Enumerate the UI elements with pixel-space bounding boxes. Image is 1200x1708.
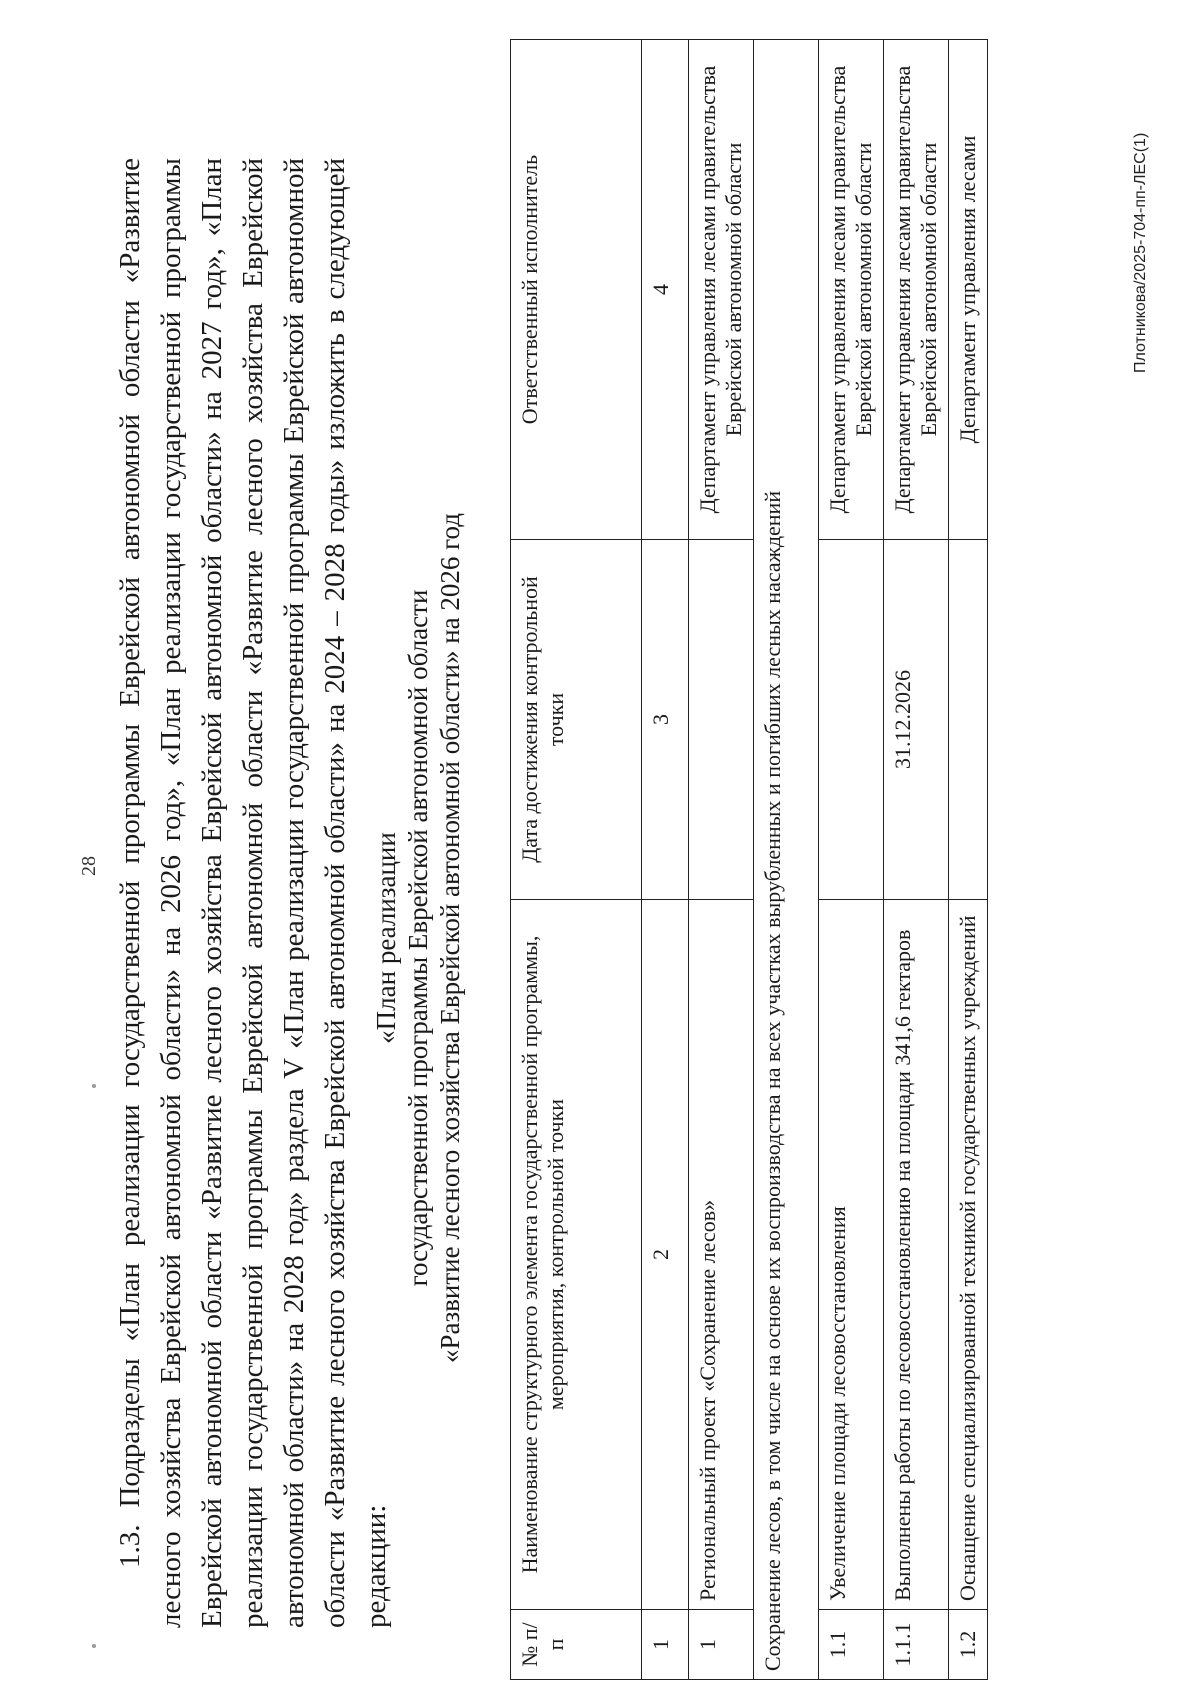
row-exec: Департамент управления лесами правительства Еврейской автономной области (884, 40, 949, 540)
row-num: 1 (689, 1610, 754, 1680)
column-number-3: 3 (642, 540, 689, 900)
table-row (819, 40, 884, 1680)
scan-artifact (92, 1644, 96, 1648)
row-name: Региональный проект «Сохранение лесов» (689, 900, 754, 1610)
column-number-2: 2 (642, 900, 689, 1610)
row-date (819, 540, 884, 900)
plan-title-line-1: «План реализации (371, 832, 401, 1044)
row-name: Оснащение специализированной техникой государственных учреждений (949, 900, 988, 1610)
row-date: 31.12.2026 (884, 540, 949, 900)
table-row (884, 40, 949, 1680)
table-header-row (511, 40, 642, 1680)
row-num: 1.1 (819, 1610, 884, 1680)
row-date (689, 540, 754, 900)
table-row (949, 40, 988, 1680)
document-footer-code: Плотникова/2025-704-пп-ЛЕС(1) (1132, 132, 1149, 373)
row-num: 1.1.1 (884, 1610, 949, 1680)
row-span-text: Сохранение лесов, в том числе на основе их воспроизводства на всех участках вырубленных и погибших лесных насаждений (754, 40, 819, 1680)
intro-paragraph: 1.3. Подразделы «План реализации государственной программы Еврейской автономной области «Развитие лесного хозяйства Еврейской автономной области» на 2026 год», «План реализации государственной программы Еврейской автономной области «Развитие лесного хозяйства Еврейской автономной области» на 2027 год», «План реализации государственной программы Еврейской автономной области «Развитие лесного хозяйства Еврейской автономной области» на 2028 год» раздела V «План реализации государственной программы Еврейской автономной области «Развитие лесного хозяйства Еврейской автономной области» на 2024 – 2028 годы» изложить в следующей редакции: (114, 158, 392, 1628)
row-exec: Департамент управления лесами правительства Еврейской автономной области (689, 40, 754, 540)
row-name: Выполнены работы по лесовосстановлению на площади 341,6 гектаров (884, 900, 949, 1610)
header-exec: Ответственный исполнитель (511, 40, 642, 540)
row-date (949, 540, 988, 900)
column-number-4: 4 (642, 40, 689, 540)
plan-title (370, 468, 466, 1408)
plan-table (510, 39, 988, 1680)
row-name: Увеличение площади лесовосстановления (819, 900, 884, 1610)
column-number-row (642, 40, 689, 1680)
header-name: Наименование структурного элемента государственной программы, мероприятия, контрольной точки (511, 900, 642, 1610)
table-span-row (754, 40, 819, 1680)
plan-title-line-3: «Развитие лесного хозяйства Еврейской автономной области» на 2026 год (435, 512, 465, 1364)
row-num: 1.2 (949, 1610, 988, 1680)
column-number-1: 1 (642, 1610, 689, 1680)
row-exec: Департамент управления лесами правительства Еврейской автономной области (819, 40, 884, 540)
plan-title-line-2: государственной программы Еврейской автономной области (403, 589, 433, 1287)
table-row (689, 40, 754, 1680)
header-num: № п/п (511, 1610, 642, 1680)
page-number: 28 (78, 856, 100, 876)
row-exec: Департамент управления лесами (949, 40, 988, 540)
scan-artifact (92, 1084, 96, 1088)
header-date: Дата достижения контрольной точки (511, 540, 642, 900)
